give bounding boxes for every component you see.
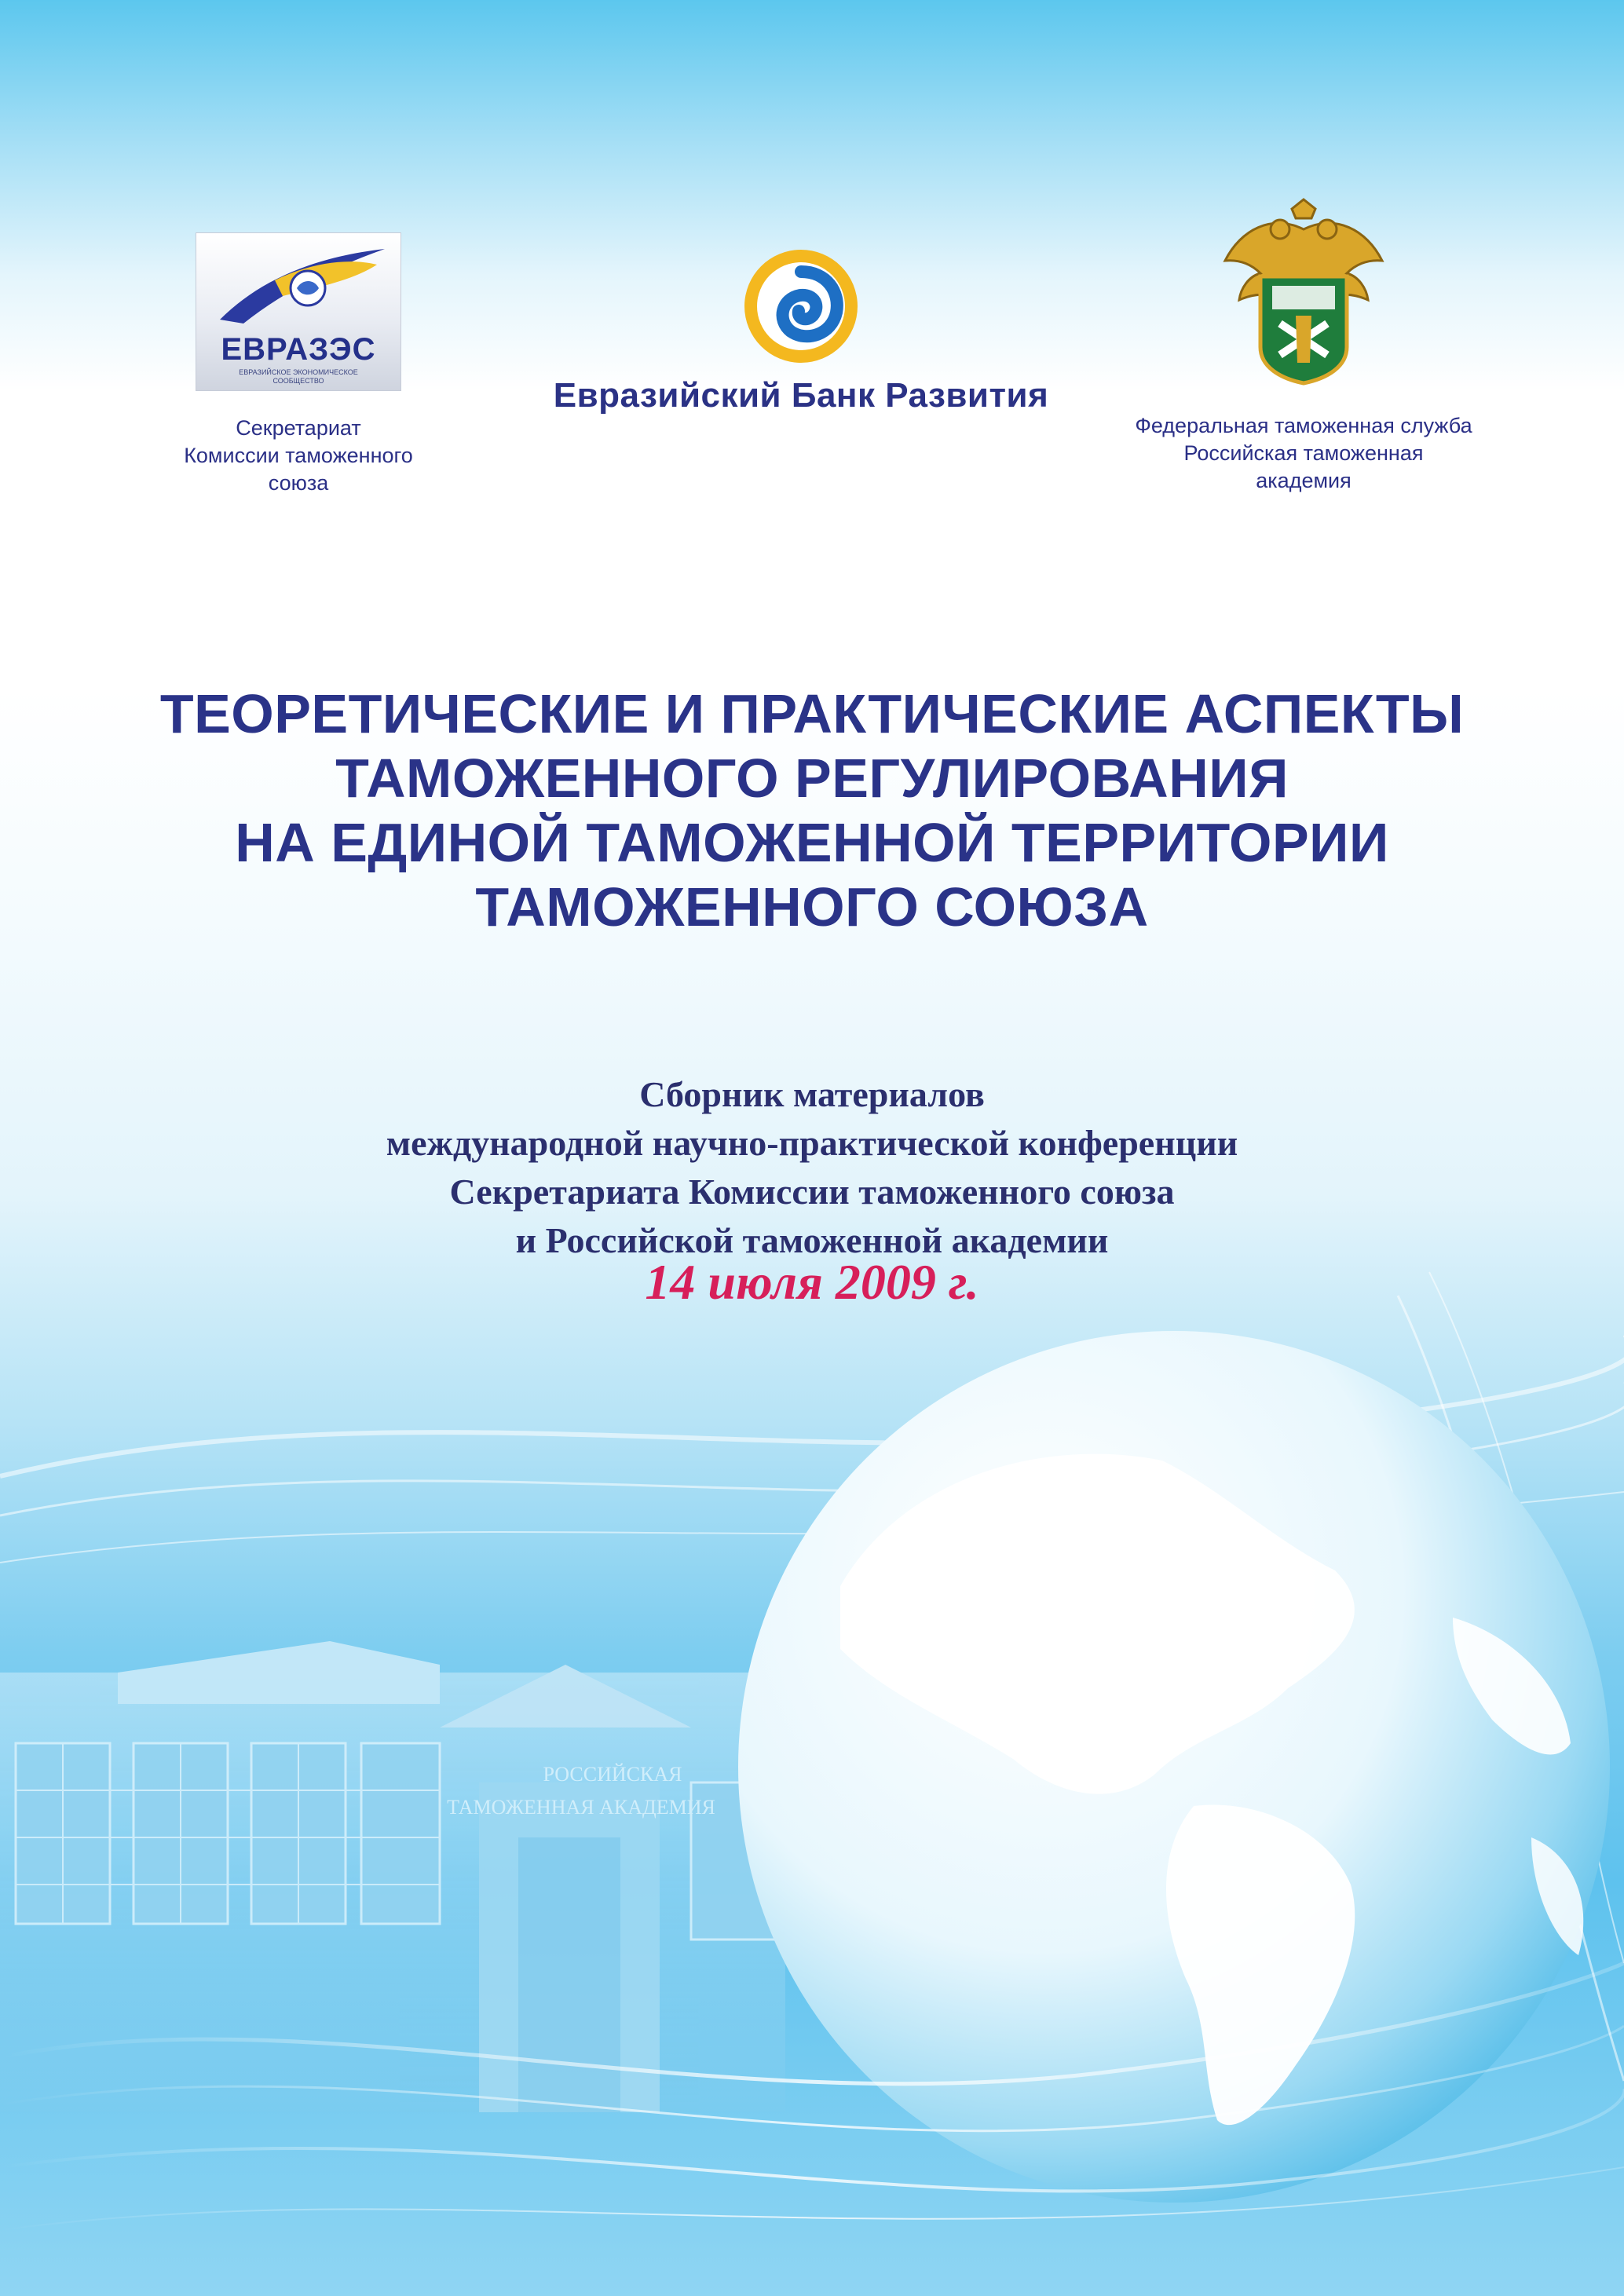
building-sign-line1: РОССИЙСКАЯ [543,1763,682,1786]
conference-date: 14 июля 2009 г. [645,1254,979,1310]
eaec-logo-icon [196,232,401,391]
eaec-name: ЕВРАЗЭС [221,332,376,367]
eaec-subname-line1: ЕВРАЗИЙСКОЕ ЭКОНОМИЧЕСКОЕ [239,368,358,376]
subtitle-line3: Секретариата Комиссии таможенного союза [449,1172,1175,1212]
title-line4: ТАМОЖЕННОГО СОЮЗА [475,876,1149,938]
page-title [47,682,1577,939]
bank-logo-block [503,243,1099,415]
title-line3: НА ЕДИНОЙ ТАМОЖЕННОЙ ТЕРРИТОРИИ [235,812,1389,873]
bank-name: Евразийский Банк Развития [553,376,1049,415]
subtitle-line4: и Российской таможенной академии [515,1220,1109,1260]
subtitle-line1: Сборник материалов [639,1074,985,1114]
double-headed-eagle-emblem-icon [1217,198,1390,386]
bank-spiral-logo-icon [734,243,868,369]
eaec-caption-line3: союза [268,471,329,495]
eaec-caption-line2: Комиссии таможенного [184,444,413,467]
title-line2: ТАМОЖЕННОГО РЕГУЛИРОВАНИЯ [335,748,1289,809]
eaec-subname-line2: СООБЩЕСТВО [272,377,324,385]
fts-caption-line3: академия [1256,469,1352,492]
fts-logo-block [1084,198,1523,495]
fts-caption-line1: Федеральная таможенная служба [1135,414,1472,437]
eaec-subname [196,368,401,386]
fts-caption-line2: Российская таможенная [1183,441,1424,465]
subtitle-line2: международной научно-практической конференции [386,1123,1238,1163]
eaec-swoosh-icon [196,233,401,335]
fts-caption [1084,412,1523,495]
eaec-logo-block [134,232,463,497]
building-sign-line2: ТАМОЖЕННАЯ АКАДЕМИЯ [447,1796,715,1819]
title-line1: ТЕОРЕТИЧЕСКИЕ И ПРАКТИЧЕСКИЕ АСПЕКТЫ [159,683,1465,744]
eaec-caption-line1: Секретариат [236,416,361,440]
eaec-caption [134,415,463,497]
page-subtitle [47,1070,1577,1265]
